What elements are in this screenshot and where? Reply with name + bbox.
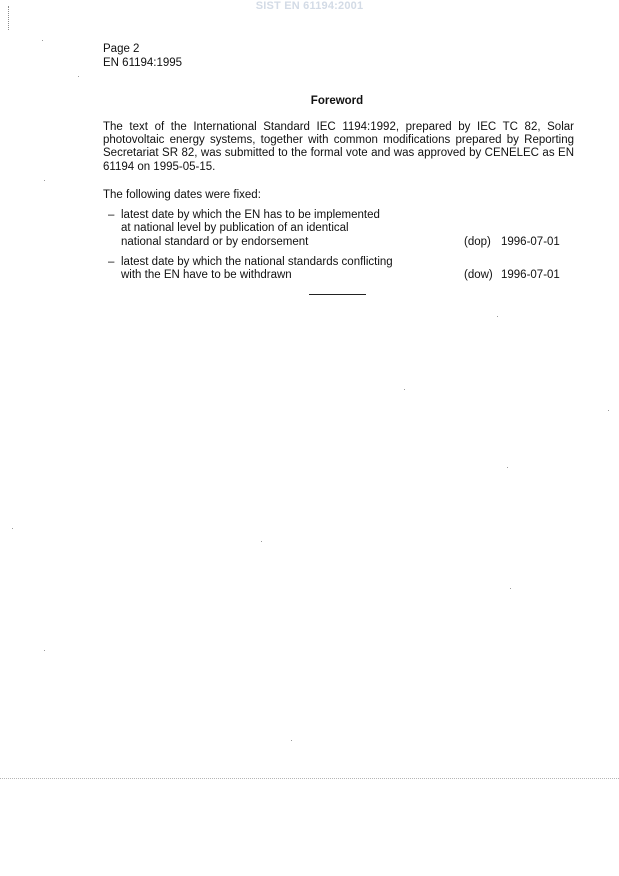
end-rule [309,294,366,295]
scan-speck [261,541,262,542]
date-item-text: latest date by which the EN has to be implemented at national level by publication of an identical national standard or by endorsement [121,209,380,248]
standard-number: EN 61194:1995 [103,57,183,69]
scan-speck [507,467,508,468]
scan-speck [608,410,609,411]
date-item-date: 1996-07-01 [501,235,560,248]
scan-speck [42,40,43,41]
scan-speck [44,650,45,651]
date-item-code: (dop) [464,235,491,248]
scan-speck [44,180,45,181]
date-item-date: 1996-07-01 [501,269,560,282]
date-item-dop [108,209,566,251]
foreword-paragraph: The text of the International Standard IEC 1194:1992, prepared by IEC TC 82, Solar photovoltaic energy systems, together with common modifications prepared by Reporting Secretariat SR 82, was submitted to the formal vote and was approved by CENELEC as EN 61194 on 1995-05-15. [103,121,574,173]
date-item-code: (dow) [464,269,493,282]
watermark: SIST EN 61194:2001 [255,0,364,12]
scan-speck [78,76,79,77]
scan-speck [497,316,498,317]
dates-intro: The following dates were fixed: [103,189,261,201]
list-dash: – [108,256,115,268]
page-header [103,42,182,70]
section-title: Foreword [310,95,364,107]
scan-artifact-line [0,778,619,779]
scan-speck [291,740,292,741]
scan-edge-marks [8,6,10,30]
scan-speck [404,389,405,390]
date-item-dow [108,256,566,284]
date-item-text: latest date by which the national standards conflicting with the EN have to be withdrawn [121,256,393,282]
scan-speck [12,528,13,529]
list-dash: – [108,209,115,221]
page-number: Page 2 [103,43,140,55]
scan-speck [510,588,511,589]
